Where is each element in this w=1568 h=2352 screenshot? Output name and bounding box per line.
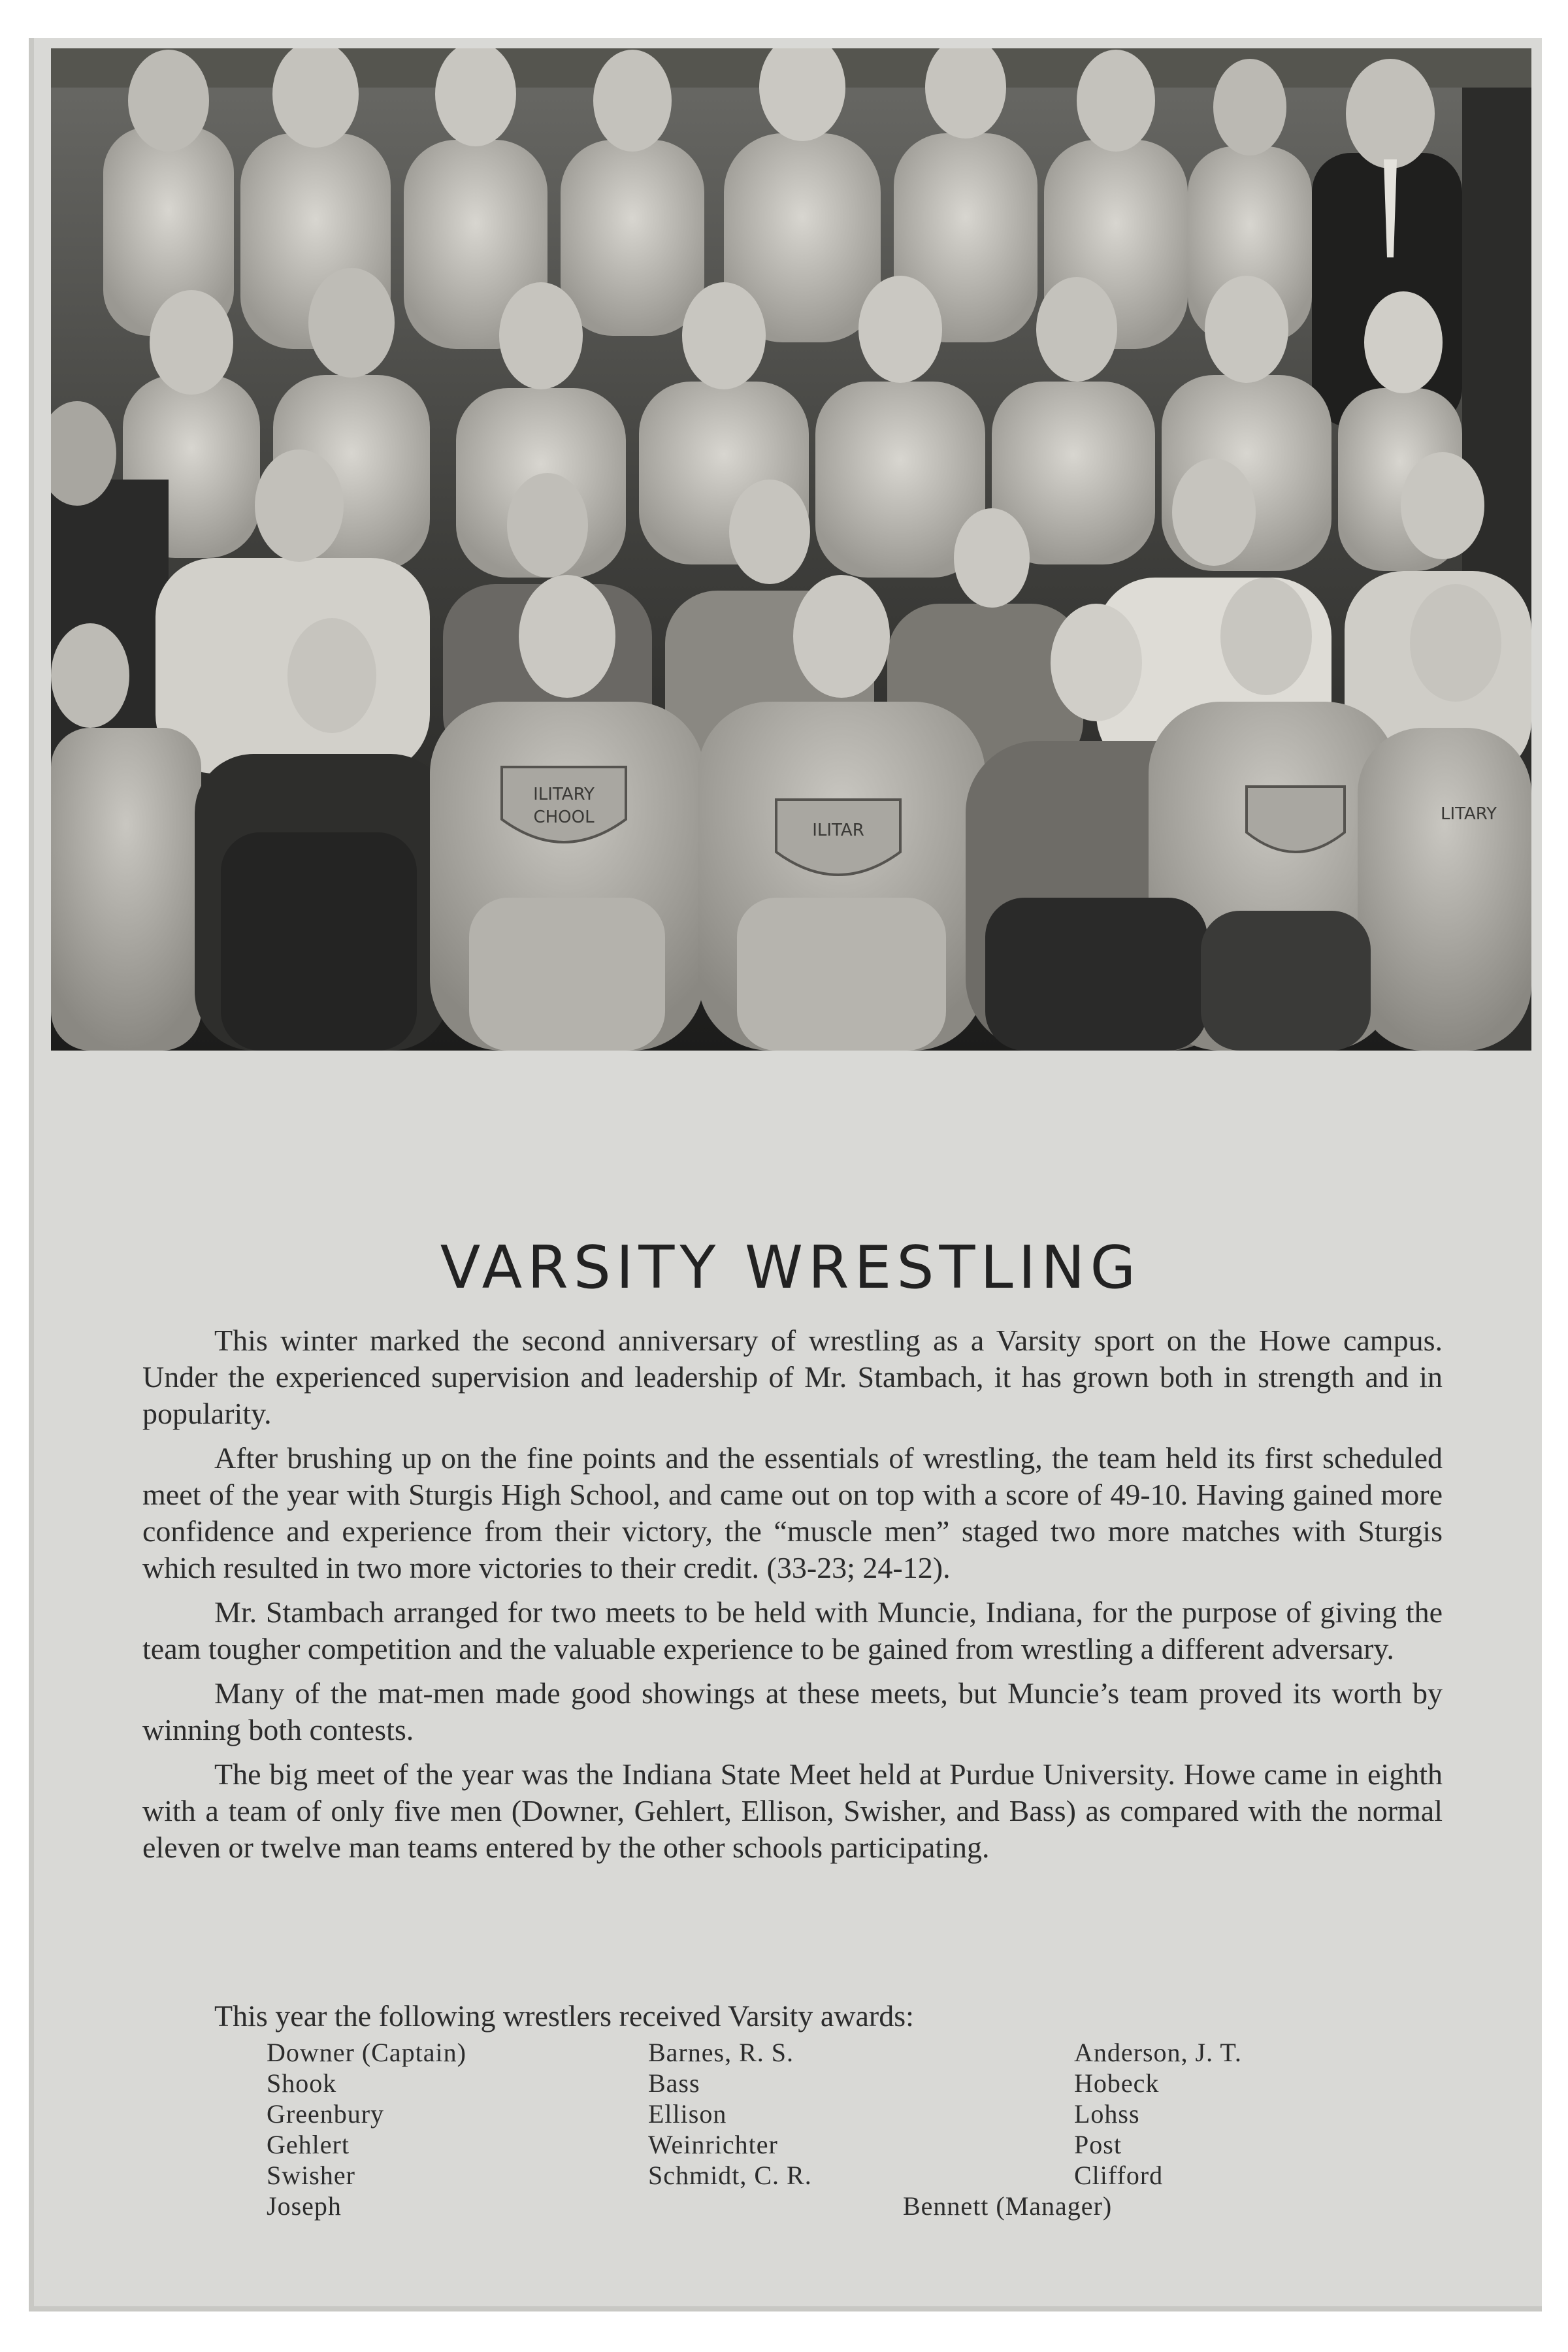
award-recipient: Post (1074, 2130, 1122, 2159)
page-title: VARSITY WRESTLING (440, 1233, 1141, 1302)
sweatshirt-text: LITARY (1440, 804, 1497, 824)
paragraph: The big meet of the year was the Indiana State Meet held at Purdue University. Howe came in eighth with a team of only five men (Downer, Gehlert, Ellison, Swisher, and Bass) as compared with the normal eleven or twelve man teams entered by the other schools participating. (142, 1757, 1443, 1864)
paragraph: This winter marked the second anniversary of wrestling as a Varsity sport on the Howe campus. Under the experienced supervision and leadership of Mr. Stambach, it has grown both in strength and in popularity. (142, 1324, 1443, 1430)
paragraph: Mr. Stambach arranged for two meets to be held with Muncie, Indiana, for the purpose of giving the team tougher competition and the valuable experience to be gained from wrestling a different adversary. (142, 1595, 1443, 1665)
team-photo (51, 48, 1531, 1051)
award-recipient: Downer (Captain) (267, 2038, 466, 2067)
award-recipient: Joseph (267, 2191, 342, 2221)
awards-column-1 (267, 2037, 466, 2221)
award-recipient: Barnes, R. S. (648, 2038, 794, 2067)
award-recipient: Anderson, J. T. (1074, 2038, 1242, 2067)
team-manager: Bennett (Manager) (903, 2191, 1113, 2221)
award-recipient: Hobeck (1074, 2068, 1160, 2098)
award-recipient: Bass (648, 2068, 700, 2098)
award-recipient: Gehlert (267, 2130, 350, 2159)
sweatshirt-text: ILITAR (812, 821, 864, 840)
award-recipient: Clifford (1074, 2161, 1164, 2190)
sweatshirt-text: CHOOL (533, 808, 595, 827)
yearbook-page (29, 38, 1542, 2311)
award-recipient: Weinrichter (648, 2130, 778, 2159)
awards-intro: This year the following wrestlers received Varsity awards: (214, 1999, 914, 2033)
award-recipient: Ellison (648, 2099, 727, 2129)
awards-list (34, 2037, 1547, 2246)
awards-column-2 (648, 2037, 812, 2191)
award-recipient: Lohss (1074, 2099, 1140, 2129)
sweatshirt-text: ILITARY (533, 785, 595, 804)
award-recipient: Shook (267, 2068, 337, 2098)
award-recipient: Schmidt, C. R. (648, 2161, 812, 2190)
award-recipient: Greenbury (267, 2099, 385, 2129)
award-recipient: Swisher (267, 2161, 355, 2190)
paragraph: Many of the mat-men made good showings at these meets, but Muncie’s team proved its worth by winning both contests. (142, 1676, 1443, 1746)
paragraph: After brushing up on the fine points and the essentials of wrestling, the team held its first scheduled meet of the year with Sturgis High School, and came out on top with a score of 49-10. Having gained more confidence and experience from their victory, the “muscle men” staged two more matches with Sturgis which resulted in two more victories to their credit. (33-23; 24-12). (142, 1441, 1443, 1584)
article-body (142, 1322, 1443, 1874)
awards-column-3 (1074, 2037, 1242, 2191)
